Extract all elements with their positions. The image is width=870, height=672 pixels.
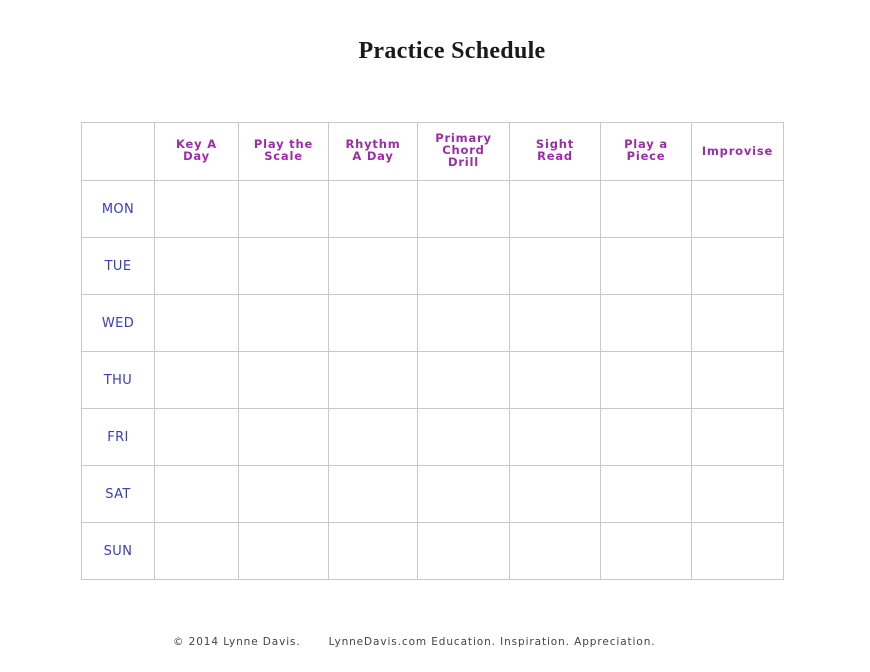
practice-cell[interactable] [329,238,418,295]
practice-cell[interactable] [329,466,418,523]
table-row [82,295,784,352]
practice-cell[interactable] [510,295,601,352]
day-cell [82,295,155,352]
practice-cell[interactable] [329,523,418,580]
column-header [510,123,601,181]
practice-cell[interactable] [692,181,784,238]
table-row [82,409,784,466]
practice-cell[interactable] [155,466,239,523]
practice-cell[interactable] [239,466,329,523]
footer-copyright: © 2014 Lynne Davis. [173,636,301,648]
practice-cell[interactable] [155,352,239,409]
practice-cell[interactable] [329,409,418,466]
practice-cell[interactable] [601,409,692,466]
column-header-label: Play the Scale [253,136,314,163]
column-header [601,123,692,181]
practice-cell[interactable] [418,295,510,352]
practice-cell[interactable] [692,238,784,295]
column-header-label: Improvise [701,144,774,158]
practice-cell[interactable] [155,238,239,295]
practice-cell[interactable] [239,238,329,295]
practice-cell[interactable] [692,295,784,352]
practice-cell[interactable] [692,409,784,466]
practice-cell[interactable] [601,181,692,238]
table-row [82,238,784,295]
practice-cell[interactable] [155,295,239,352]
table-row [82,523,784,580]
practice-cell[interactable] [418,409,510,466]
day-cell [82,352,155,409]
column-header [155,123,239,181]
column-header [692,123,784,181]
practice-cell[interactable] [418,238,510,295]
practice-cell[interactable] [239,181,329,238]
practice-cell[interactable] [510,352,601,409]
day-cell [82,409,155,466]
day-label: MON [101,202,135,217]
column-header [329,123,418,181]
practice-cell[interactable] [155,523,239,580]
column-header-label: Rhythm A Day [345,136,401,163]
column-header-label: Sight Read [535,136,575,163]
practice-cell[interactable] [329,181,418,238]
practice-cell[interactable] [239,523,329,580]
day-cell [82,466,155,523]
practice-cell[interactable] [510,181,601,238]
corner-cell [82,123,155,181]
column-header [239,123,329,181]
day-label: FRI [107,430,129,445]
table-row [82,352,784,409]
practice-cell[interactable] [329,352,418,409]
table-row [82,181,784,238]
day-cell [82,181,155,238]
table-row [82,466,784,523]
page-title: Practice Schedule [358,38,546,64]
practice-cell[interactable] [692,523,784,580]
practice-cell[interactable] [601,352,692,409]
practice-cell[interactable] [692,466,784,523]
day-cell [82,238,155,295]
footer-site: LynneDavis.com Education. Inspiration. Appreciation. [328,636,656,648]
column-header-label: Key A Day [176,136,217,163]
column-header-label: Play a Piece [624,136,668,163]
practice-cell[interactable] [155,181,239,238]
practice-cell[interactable] [510,238,601,295]
practice-cell[interactable] [239,352,329,409]
schedule-table [81,122,784,580]
header-row [82,123,784,181]
day-label: TUE [104,259,132,274]
practice-cell[interactable] [601,295,692,352]
practice-cell[interactable] [601,238,692,295]
column-header [418,123,510,181]
practice-cell[interactable] [329,295,418,352]
practice-cell[interactable] [510,409,601,466]
footer [173,636,656,648]
day-label: SUN [103,544,133,559]
practice-cell[interactable] [601,523,692,580]
practice-cell[interactable] [510,523,601,580]
day-cell [82,523,155,580]
practice-cell[interactable] [692,352,784,409]
day-label: WED [101,316,135,331]
practice-cell[interactable] [418,523,510,580]
practice-cell[interactable] [601,466,692,523]
day-label: THU [103,373,133,388]
schedule-body [82,181,784,580]
practice-cell[interactable] [239,409,329,466]
practice-cell[interactable] [239,295,329,352]
practice-cell[interactable] [510,466,601,523]
practice-cell[interactable] [418,181,510,238]
practice-cell[interactable] [418,352,510,409]
day-label: SAT [105,487,131,502]
practice-cell[interactable] [155,409,239,466]
practice-cell[interactable] [418,466,510,523]
column-header-label: Primary Chord Drill [435,130,492,169]
